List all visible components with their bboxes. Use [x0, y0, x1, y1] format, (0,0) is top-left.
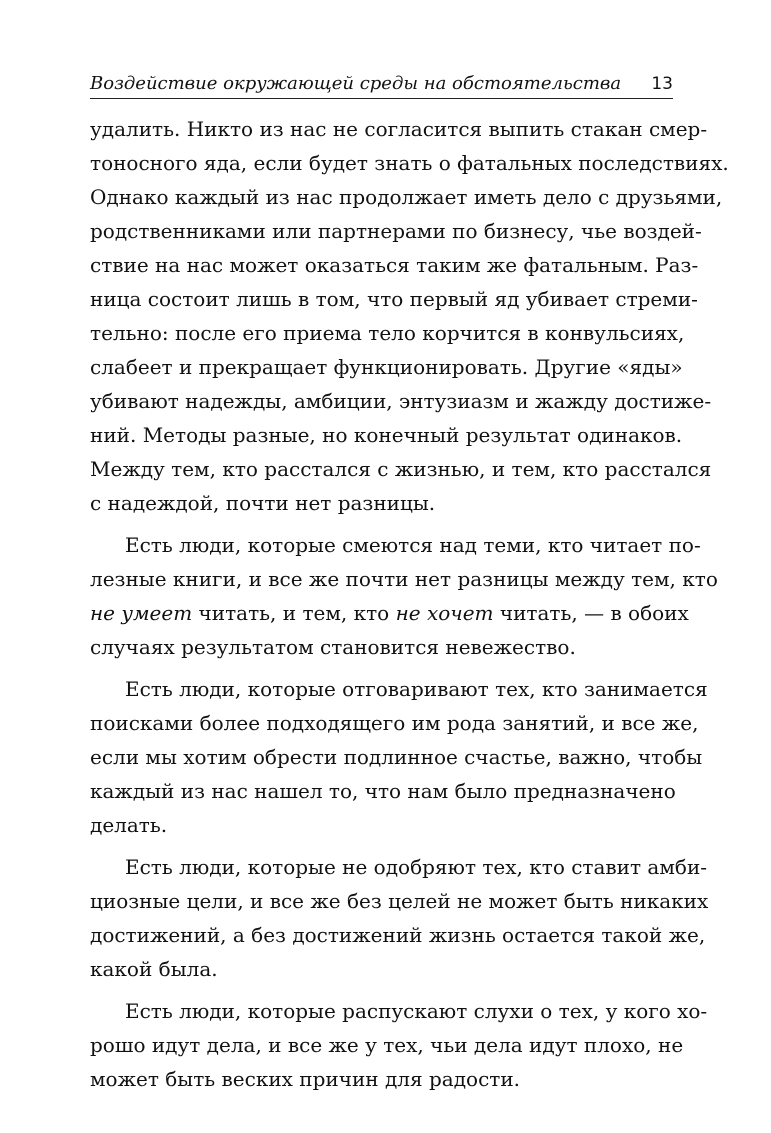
text-line: Между тем, кто расстался с жизнью, и тем, кто расстался	[90, 457, 712, 481]
text-line: ствие на нас может оказаться таким же фатальным. Раз-	[90, 253, 699, 277]
body-text	[90, 112, 729, 1096]
text-line: ний. Методы разные, но конечный результат одинаков.	[90, 423, 683, 447]
emphasis-willnot: не хочет	[395, 601, 494, 625]
paragraph-1	[90, 112, 729, 520]
text-line: Есть люди, которые распускают слухи о тех, у кого хо-	[125, 999, 708, 1023]
text-line: каждый из нас нашел то, что нам было предназначено	[90, 779, 676, 803]
text-line: случаях результатом становится невежество.	[90, 635, 576, 659]
text-line: слабеет и прекращает функционировать. Другие «яды»	[90, 355, 683, 379]
text-line: ница состоит лишь в том, что первый яд убивает стреми-	[90, 287, 698, 311]
paragraph-4	[90, 850, 709, 986]
page-number: 13	[651, 74, 673, 94]
text-line: удалить. Никто из нас не согласится выпить стакан смер-	[90, 117, 708, 141]
text-fragment: читать, и тем, кто	[192, 601, 396, 625]
text-line: рошо идут дела, и все же у тех, чьи дела идут плохо, не	[90, 1033, 684, 1057]
running-title: Воздействие окружающей среды на обстоятельства	[90, 73, 622, 94]
paragraph-3	[90, 672, 708, 842]
text-line: убивают надежды, амбиции, энтузиазм и жажду достиже-	[90, 389, 712, 413]
text-line: Однако каждый из нас продолжает иметь дело с друзьями,	[90, 185, 723, 209]
text-line: делать.	[90, 813, 168, 837]
page-header	[90, 68, 673, 99]
text-fragment: читать, — в обоих	[493, 601, 689, 625]
text-line: с надеждой, почти нет разницы.	[90, 491, 436, 515]
text-line: тоносного яда, если будет знать о фатальных последствиях.	[90, 151, 729, 175]
text-line-with-emphasis	[90, 596, 689, 630]
text-line: Есть люди, которые отговаривают тех, кто занимается	[125, 677, 708, 701]
text-line: поисками более подходящего им рода занятий, и все же,	[90, 711, 699, 735]
text-line: Есть люди, которые смеются над теми, кто читает по-	[125, 533, 701, 557]
text-line: какой была.	[90, 957, 218, 981]
emphasis-cannot: не умеет	[90, 601, 193, 625]
text-line: может быть веских причин для радости.	[90, 1067, 521, 1091]
paragraph-2	[90, 528, 718, 664]
text-line: циозные цели, и все же без целей не может быть никаких	[90, 889, 709, 913]
text-line: если мы хотим обрести подлинное счастье, важно, чтобы	[90, 745, 703, 769]
text-line: тельно: после его приема тело корчится в конвульсиях,	[90, 321, 685, 345]
text-line: родственниками или партнерами по бизнесу, чье воздей-	[90, 219, 702, 243]
text-line: достижений, а без достижений жизнь остается такой же,	[90, 923, 706, 947]
paragraph-5	[90, 994, 708, 1096]
text-line: лезные книги, и все же почти нет разницы между тем, кто	[90, 567, 718, 591]
text-line: Есть люди, которые не одобряют тех, кто ставит амби-	[125, 855, 708, 879]
